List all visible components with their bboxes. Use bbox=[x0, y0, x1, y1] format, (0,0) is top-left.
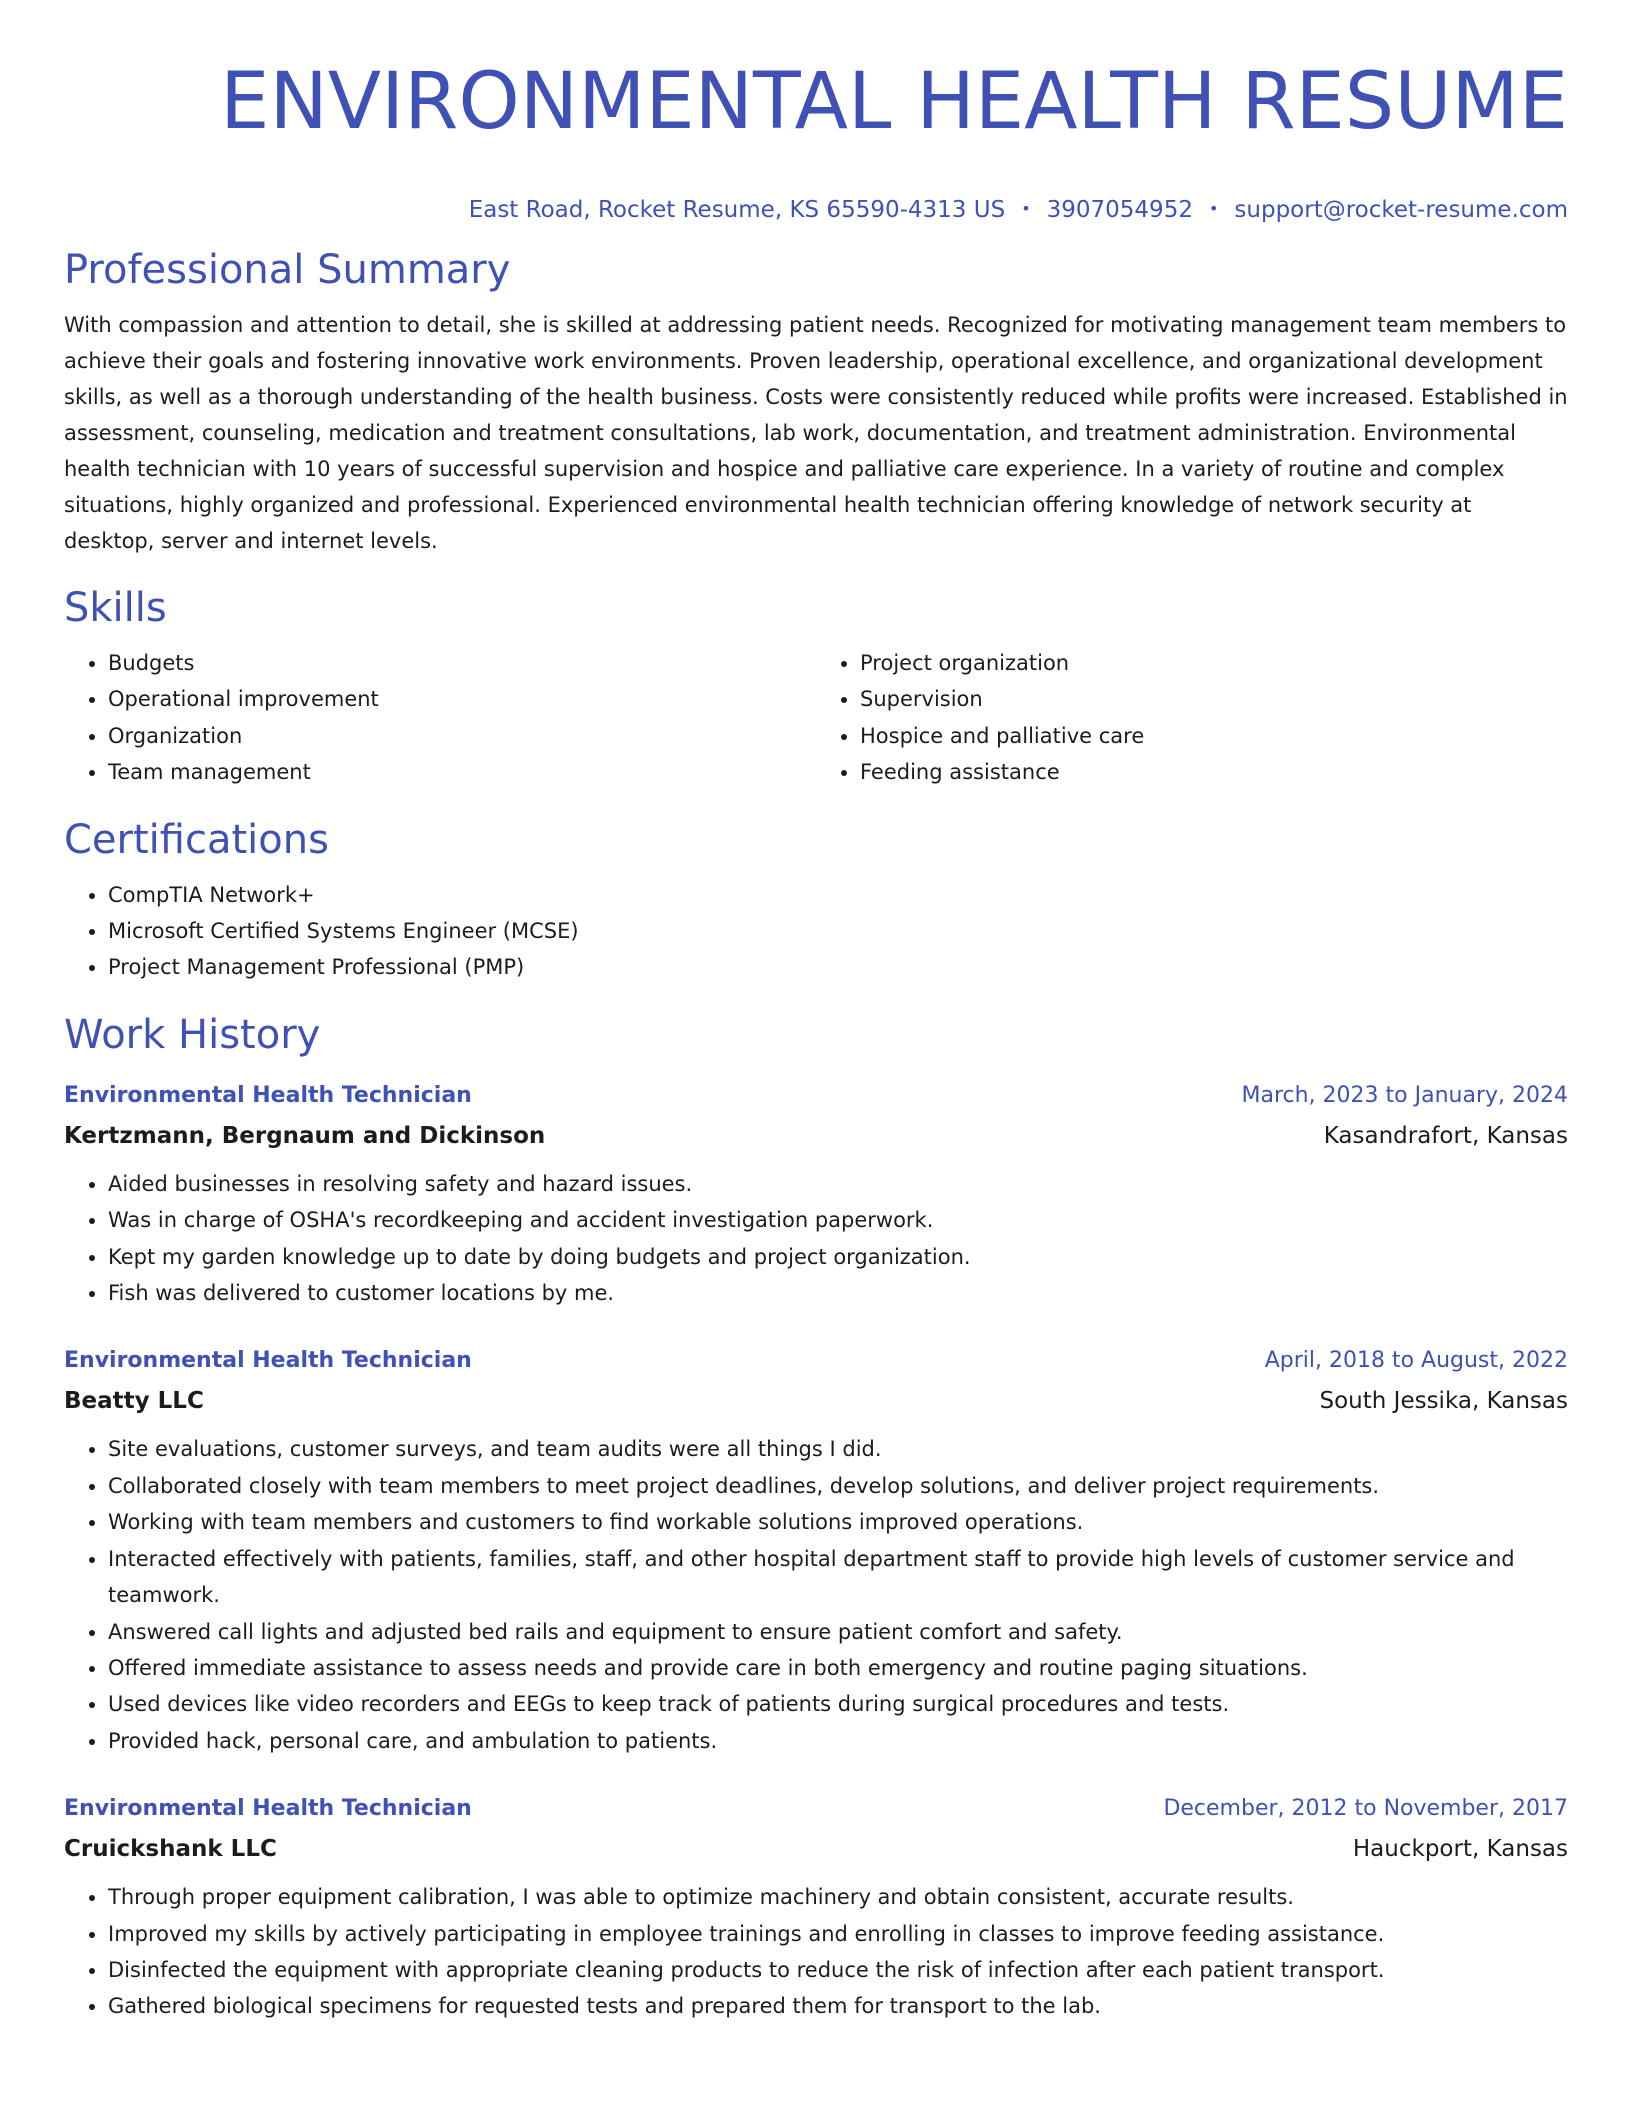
job-location: Hauckport, Kansas bbox=[1352, 1836, 1568, 1863]
skill-item: • Team management bbox=[108, 754, 816, 790]
skill-item: • Supervision bbox=[860, 681, 1568, 717]
job-bullet: • Improved my skills by actively participating in employee trainings and enrolling in classes to improve feeding assistance. bbox=[108, 1916, 1568, 1952]
resume-page bbox=[64, 0, 1568, 2055]
job-entry bbox=[64, 1789, 1568, 2025]
job-bullet: • Aided businesses in resolving safety and hazard issues. bbox=[108, 1166, 1568, 1202]
job-bullet: • Site evaluations, customer surveys, and team audits were all things I did. bbox=[108, 1431, 1568, 1467]
contact-line bbox=[64, 194, 1568, 225]
skill-item: • Budgets bbox=[108, 645, 816, 681]
skills-heading: Skills bbox=[64, 585, 167, 631]
job-dates: April, 2018 to August, 2022 bbox=[1264, 1348, 1568, 1374]
certification-item: • CompTIA Network+ bbox=[108, 877, 1568, 913]
job-dates: December, 2012 to November, 2017 bbox=[1163, 1796, 1568, 1822]
job-bullet: • Answered call lights and adjusted bed rails and equipment to ensure patient comfort and safety. bbox=[108, 1614, 1568, 1650]
job-bullet: • Was in charge of OSHA's recordkeeping and accident investigation paperwork. bbox=[108, 1202, 1568, 1238]
job-bullets bbox=[64, 1166, 1568, 1312]
work-history-heading: Work History bbox=[64, 1011, 321, 1058]
job-bullet: • Interacted effectively with patients, families, staff, and other hospital department staff to provide high levels of customer service and teamwork. bbox=[108, 1541, 1568, 1614]
job-bullet: • Kept my garden knowledge up to date by doing budgets and project organization. bbox=[108, 1239, 1568, 1275]
job-company: Cruickshank LLC bbox=[64, 1836, 277, 1863]
job-location: South Jessika, Kansas bbox=[1319, 1388, 1568, 1415]
certifications-heading: Certifications bbox=[64, 816, 329, 863]
skills-column-left bbox=[64, 645, 816, 791]
job-company: Kertzmann, Bergnaum and Dickinson bbox=[64, 1122, 546, 1149]
resume-title: ENVIRONMENTAL HEALTH RESUME bbox=[220, 57, 1568, 147]
certifications-list bbox=[64, 877, 1568, 986]
contact-address: East Road, Rocket Resume, KS 65590-4313 US bbox=[468, 197, 1006, 223]
job-bullets bbox=[64, 1431, 1568, 1759]
job-bullet: • Provided hack, personal care, and ambulation to patients. bbox=[108, 1723, 1568, 1759]
job-bullets bbox=[64, 1879, 1568, 2025]
job-bullet: • Through proper equipment calibration, I was able to optimize machinery and obtain consistent, accurate results. bbox=[108, 1879, 1568, 1915]
job-title: Environmental Health Technician bbox=[64, 1348, 472, 1374]
job-bullet: • Used devices like video recorders and EEGs to keep track of patients during surgical procedures and tests. bbox=[108, 1686, 1568, 1722]
job-location: Kasandrafort, Kansas bbox=[1323, 1122, 1568, 1149]
skill-item: • Organization bbox=[108, 718, 816, 754]
job-bullet: • Collaborated closely with team members to meet project deadlines, develop solutions, and deliver project requirements. bbox=[108, 1468, 1568, 1504]
skill-item: • Feeding assistance bbox=[860, 754, 1568, 790]
contact-phone: 3907054952 bbox=[1046, 197, 1193, 223]
job-company: Beatty LLC bbox=[64, 1388, 204, 1415]
job-bullet: • Fish was delivered to customer locations by me. bbox=[108, 1275, 1568, 1311]
contact-separator: • bbox=[1021, 199, 1031, 218]
certification-item: • Microsoft Certified Systems Engineer (MCSE) bbox=[108, 913, 1568, 949]
skills-list bbox=[64, 645, 1568, 791]
job-title: Environmental Health Technician bbox=[64, 1796, 472, 1822]
certification-item: • Project Management Professional (PMP) bbox=[108, 949, 1568, 985]
skills-column-right bbox=[816, 645, 1568, 791]
job-title: Environmental Health Technician bbox=[64, 1082, 472, 1108]
skill-item: • Project organization bbox=[860, 645, 1568, 681]
job-entry bbox=[64, 1076, 1568, 1312]
summary-text: With compassion and attention to detail, she is skilled at addressing patient needs. Recognized for motivating management team members to achieve their goals and fostering innovative work environments. Proven leadership, operational excellence, and organizational development skills, as well as a thorough understanding of the health business. Costs were consistently reduced while profits were increased. Established in assessment, counseling, medication and treatment consultations, lab work, documentation, and treatment administration. Environmental health technician with 10 years of successful supervision and hospice and palliative care experience. In a variety of routine and complex situations, highly organized and professional. Experienced environmental health technician offering knowledge of network security at desktop, server and internet levels. bbox=[64, 313, 1568, 553]
job-entry bbox=[64, 1341, 1568, 1759]
job-bullet: • Gathered biological specimens for requested tests and prepared them for transport to the lab. bbox=[108, 1988, 1568, 2024]
job-dates: March, 2023 to January, 2024 bbox=[1241, 1082, 1568, 1108]
skill-item: • Hospice and palliative care bbox=[860, 718, 1568, 754]
job-bullet: • Working with team members and customers to find workable solutions improved operations. bbox=[108, 1504, 1568, 1540]
contact-separator: • bbox=[1208, 199, 1219, 218]
job-bullet: • Offered immediate assistance to assess needs and provide care in both emergency and routine paging situations. bbox=[108, 1650, 1568, 1686]
skill-item: • Operational improvement bbox=[108, 681, 816, 717]
job-bullet: • Disinfected the equipment with appropriate cleaning products to reduce the risk of infection after each patient transport. bbox=[108, 1952, 1568, 1988]
contact-email: support@rocket-resume.com bbox=[1234, 197, 1568, 223]
summary-heading: Professional Summary bbox=[64, 247, 511, 293]
